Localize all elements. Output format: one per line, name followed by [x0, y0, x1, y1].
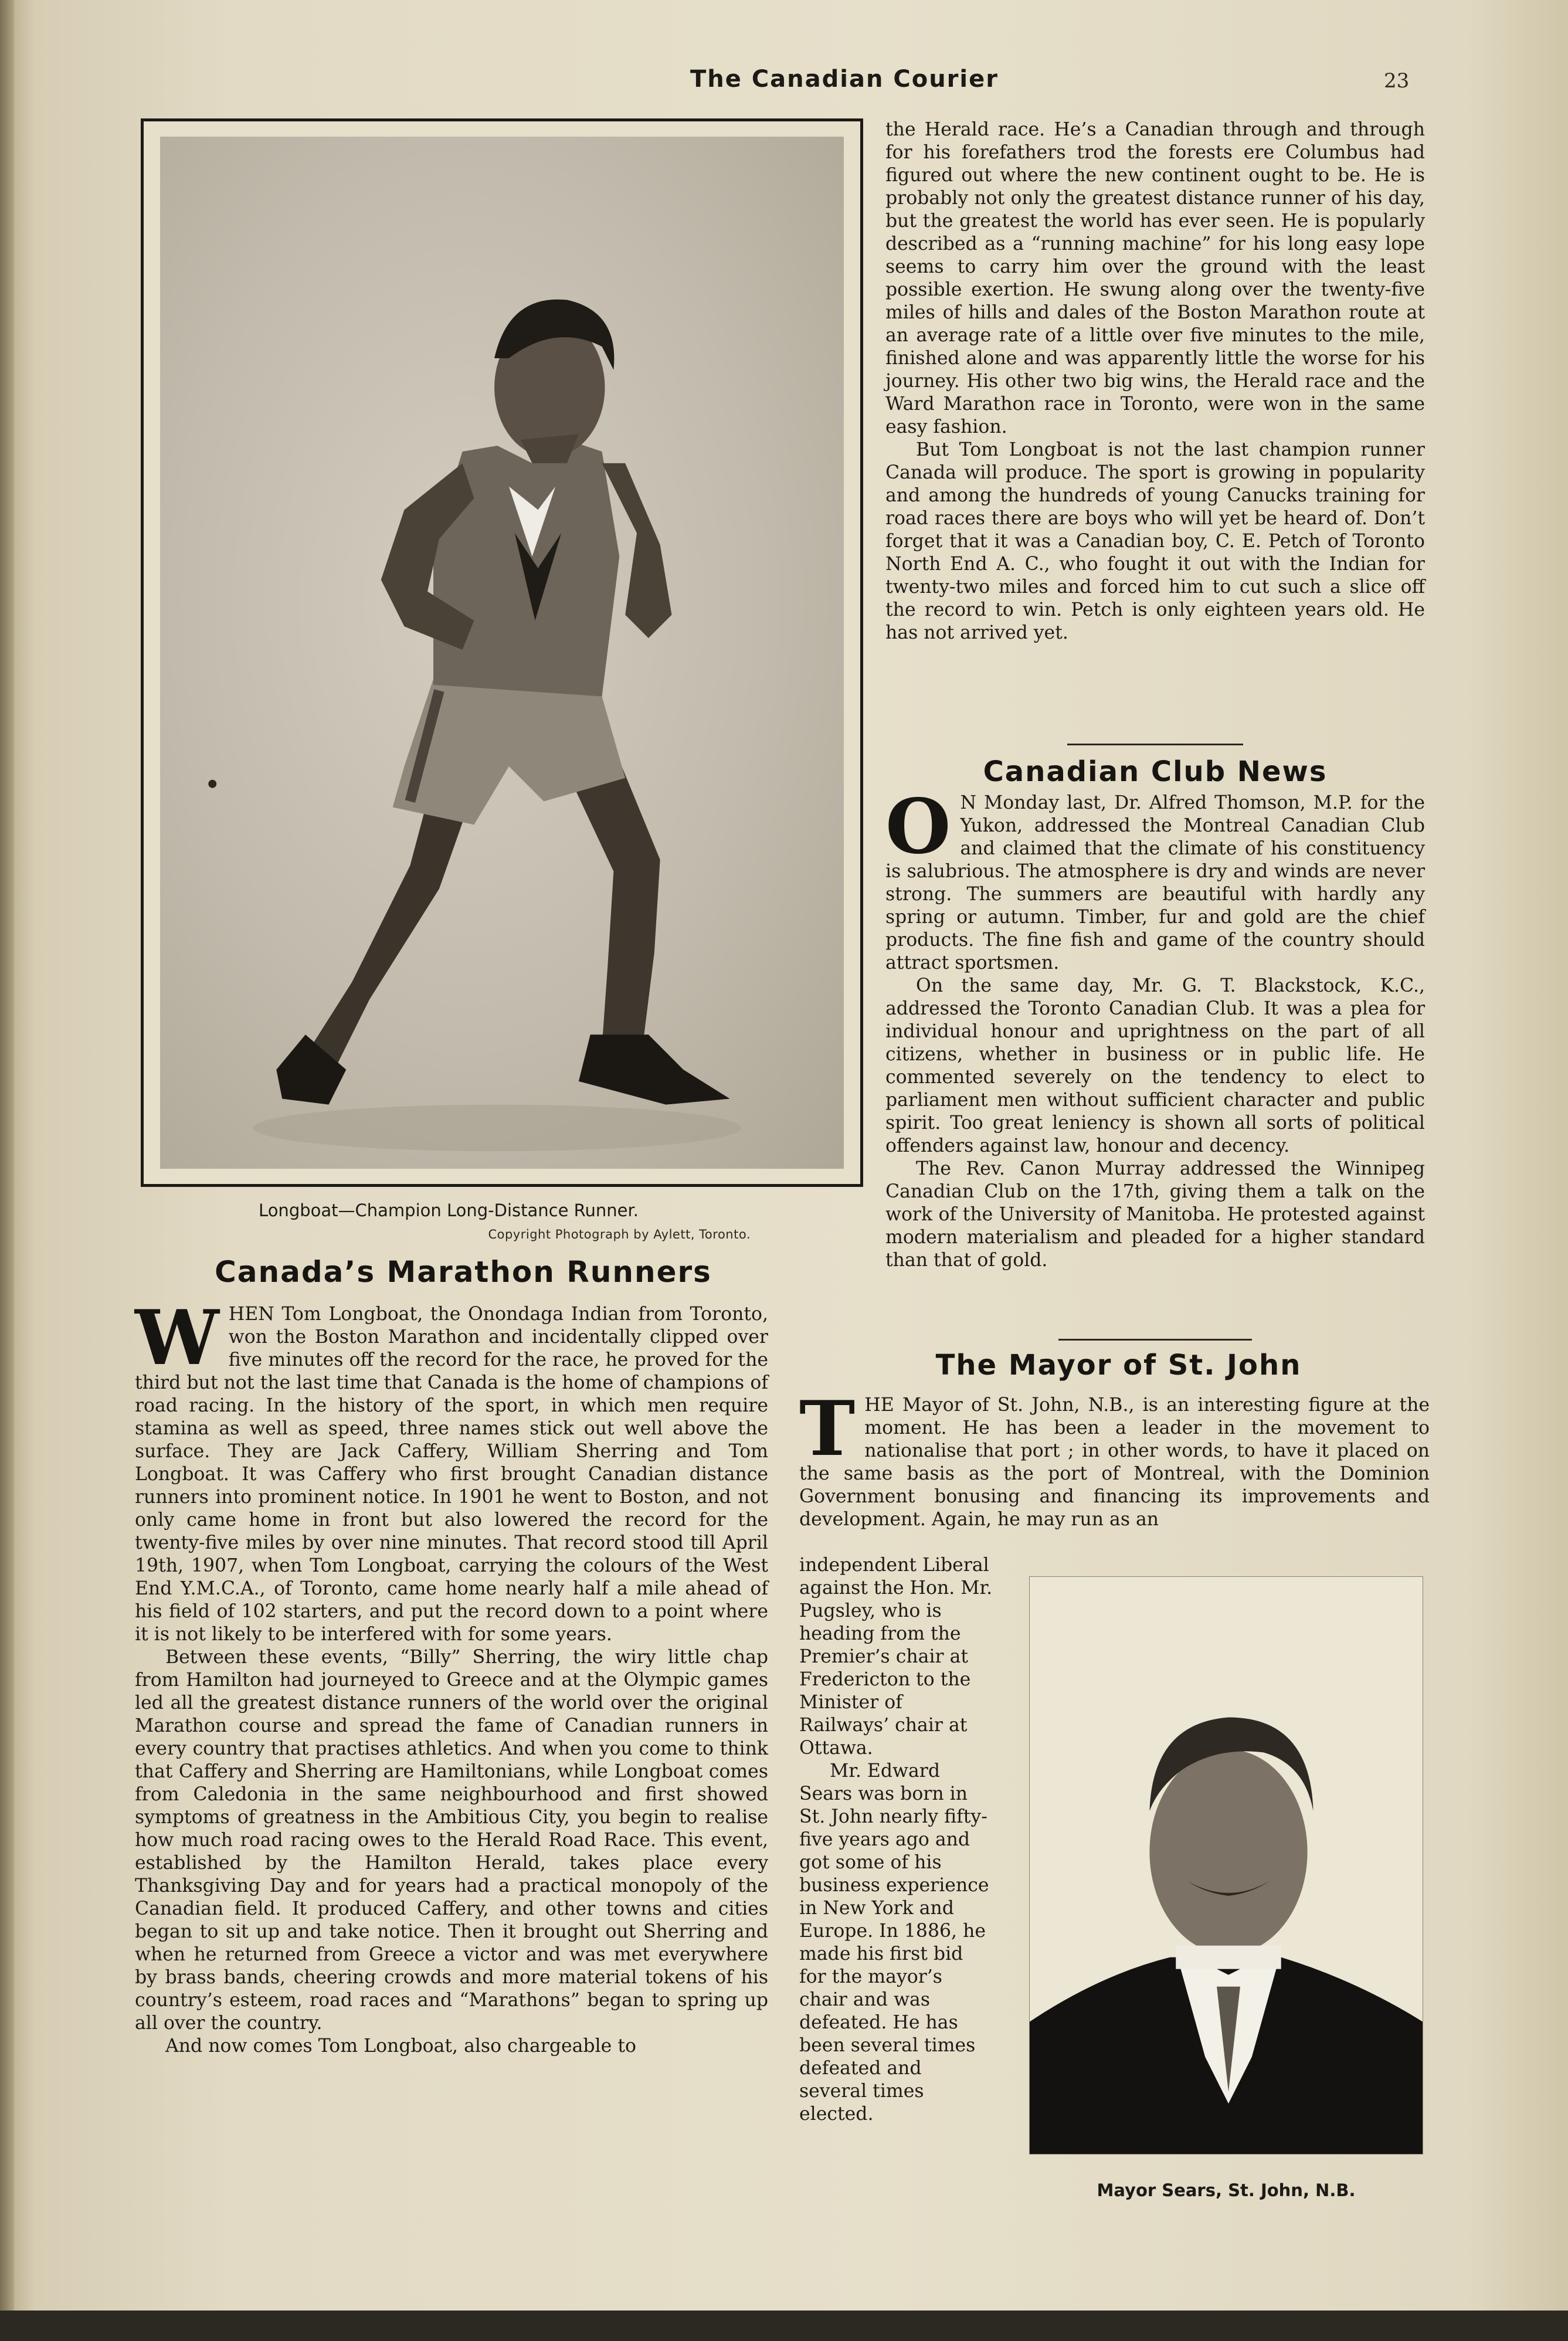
runner-photo: [160, 137, 844, 1169]
runner-photo-caption: Longboat—Champion Long-Distance Runner.: [259, 1200, 639, 1220]
mayor-paragraph-1: independent Liberal against the Hon. Mr. Pugsley, who is heading from the Premier’s chair at Fredericton to the Minister of Railways’ chair at Ottawa.: [799, 1555, 993, 1759]
runner-photo-credit: Copyright Photograph by Aylett, Toronto.: [488, 1227, 751, 1241]
marathon-continuation-1: the Herald race. He’s a Canadian through and through for his forefathers trod the forests ere Columbus had figured out where the new continent ought to be. He is probably not only the greatest distance runner of his day, but the greatest the world has ever seen. He is popularly described as a “running machine” for his long easy lope seems to carry him over the ground with the least possible exertion. He swung along over the twenty-five miles of hills and dales of the Boston Marathon route at an average rate of a little over five minutes to the mile, finished alone and was apparently little the worse for his journey. His other two big wins, the Herald race and the Ward Marathon race in Toronto, were won in the same easy fashion.: [885, 119, 1425, 437]
club-news-paragraph-3: The Rev. Canon Murray addressed the Winnipeg Canadian Club on the 17th, giving them a talk on the work of the University of Manitoba. He protested against modern materialism and pleaded for a higher standard than that of gold.: [885, 1158, 1425, 1271]
marathon-headline: Canada’s Marathon Runners: [215, 1255, 712, 1289]
section-divider: [1058, 1339, 1252, 1341]
marathon-paragraph-2: Between these events, “Billy” Sherring, the wiry little chap from Hamilton had journeyed to Greece and at the Olympic games led all the greatest distance runners of the world over the original Marathon course and spread the fame of Canadian runners in every country that practises athletics. And when you come to think that Caffery and Sherring are Hamiltonians, while Longboat comes from Caledonia in the same neighbourhood and first showed symptoms of greatness in the Ambitious City, you begin to realise how much road racing owes to the Herald Road Race. This event, established by the Hamilton Herald, takes place every Thanksgiving Day and for years had a practical monopoly of the Canadian field. It produced Caffery, and other towns and cities began to sit up and take notice. Then it brought out Sherring and when he returned from Greece a victor and was met everywhere by brass bands, cheering crowds and more material tokens of his country’s esteem, road races and “Marathons” began to spring up all over the country.: [135, 1647, 768, 2034]
section-divider: [1067, 744, 1243, 745]
club-news-paragraph-1: O N Monday last, Dr. Alfred Thomson, M.P. for the Yukon, addressed the Montreal Canadian Club and claimed that the climate of his constituency is salubrious. The atmosphere is dry and winds are never strong. The summers are beautiful with hardly any spring or autumn. Timber, fur and gold are the chief products. The fine fish and game of the country should attract sportsmen.: [885, 783, 1425, 973]
marathon-article-body: [135, 1294, 768, 2058]
marathon-continuation-2: But Tom Longboat is not the last champion runner Canada will produce. The sport is growing in popularity and among the hundreds of young Canucks training for road races there are boys who will yet be heard of. Don’t forget that it was a Canadian boy, C. E. Petch of Toronto North End A. C., who fought it out with the Indian for twenty-two miles and forced him to cut such a slice off the record to win. Petch is only eighteen years old. He has not arrived yet.: [885, 439, 1425, 643]
mayor-portrait-illustration: [1030, 1577, 1423, 2154]
mayor-intro: THE Mayor of St. John, N.B., is an interesting figure at the moment. He has been a leader in the movement to nationalise that port ; in other words, to have it placed on the same basis as the port of Montreal, with the Dominion Government bonusing and financing its improvements and development. Again, he may run as an: [799, 1385, 1430, 1530]
club-news-body: [885, 783, 1425, 1272]
page-number: 23: [1384, 69, 1410, 93]
marathon-paragraph-1: WHEN Tom Longboat, the Onondaga Indian from Toronto, won the Boston Marathon and incidentally clipped over five minutes off the record for the race, he proved for the third but not the last time that Canada is the home of champions of road racing. In the history of the sport, in which men require stamina as well as speed, three names stick out well above the surface. They are Jack Caffery, William Sherring and Tom Longboat. It was Caffery who first brought Canadian distance runners into prominent notice. In 1901 he went to Boston, and not only came home in front but also lowered the record for the twenty-five miles by over nine minutes. That record stood till April 19th, 1907, when Tom Longboat, carrying the colours of the West End Y.M.C.A., of Toronto, came home nearly half a mile ahead of his field of 102 starters, and put the record down to a point where it is not likely to be interfered with for some years.: [135, 1294, 768, 1645]
club-news-paragraph-2: On the same day, Mr. G. T. Blackstock, K.C., addressed the Toronto Canadian Club. It was a plea for individual honour and uprightness on the part of all citizens, whether in business or in public life. He commented severely on the tendency to elect to parliament men without sufficient character and public spirit. Too great leniency is shown all sorts of political offenders against law, honour and decency.: [885, 975, 1425, 1156]
marathon-dropcap: W: [135, 1294, 219, 1382]
running-head: The Canadian Courier: [690, 66, 999, 93]
mayor-paragraph-2: Mr. Edward Sears was born in St. John nearly fifty-five years ago and got some of his business experience in New York and Europe. In 1886, he made his first bid for the mayor’s chair and was defeated. He has been several times defeated and several times elected.: [799, 1760, 989, 2125]
club-news-dropcap: O: [885, 783, 951, 871]
marathon-continuation: [885, 118, 1425, 644]
scan-bottom-edge: [0, 2311, 1568, 2341]
club-news-headline: Canadian Club News: [983, 755, 1328, 788]
mayor-narrow-column: [799, 1554, 993, 2126]
mayor-photo-caption: Mayor Sears, St. John, N.B.: [1097, 2180, 1356, 2200]
mayor-dropcap: T: [799, 1385, 856, 1473]
mayor-portrait: [1029, 1576, 1423, 2155]
marathon-paragraph-3: And now comes Tom Longboat, also chargeable to: [165, 2035, 636, 2057]
runner-figure-illustration: [160, 137, 844, 1169]
binding-edge: [0, 0, 14, 2311]
mayor-headline: The Mayor of St. John: [935, 1349, 1302, 1382]
runner-photo-frame: [141, 118, 863, 1187]
